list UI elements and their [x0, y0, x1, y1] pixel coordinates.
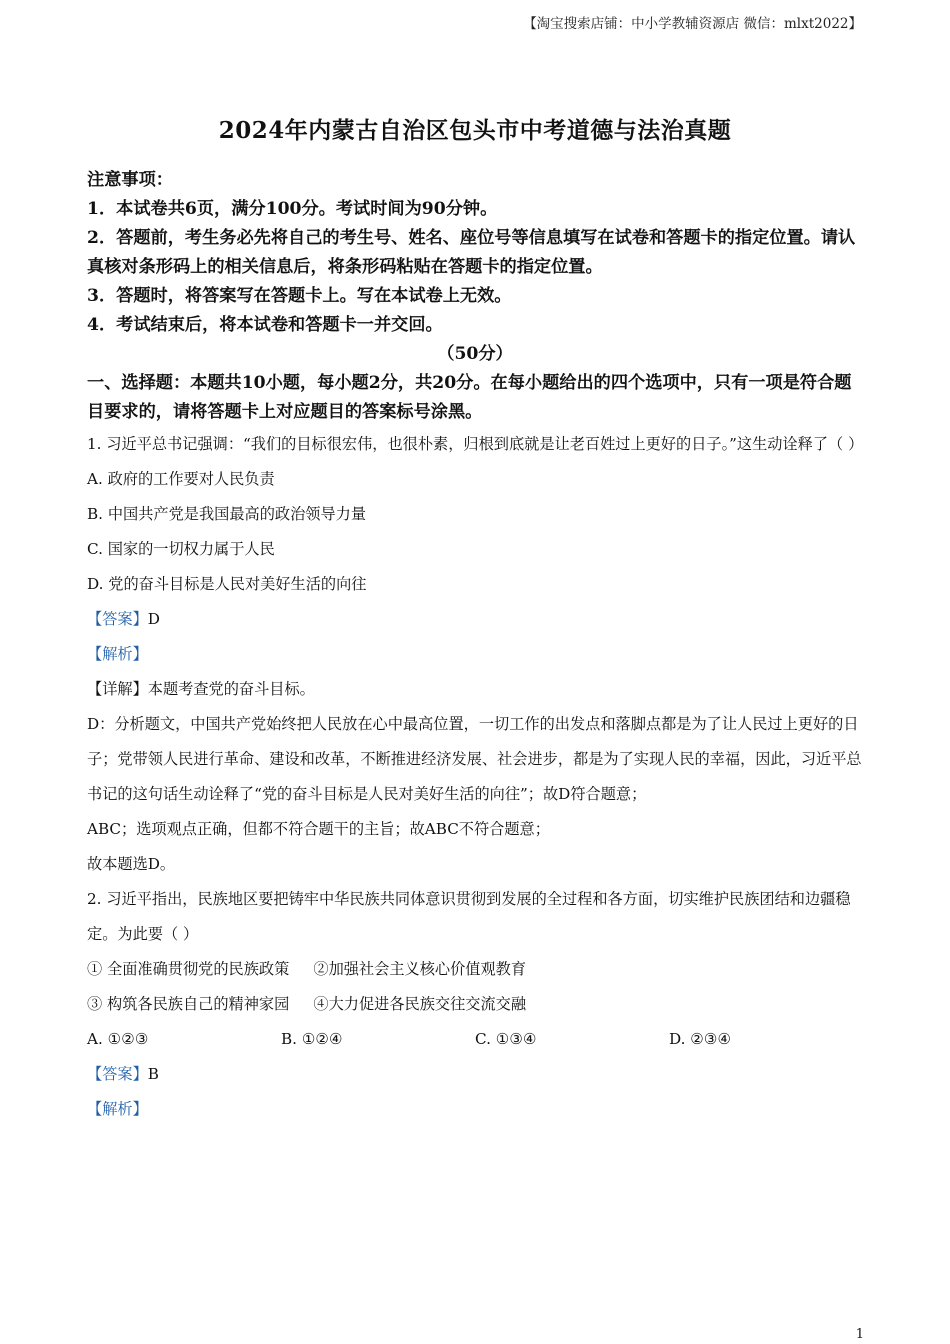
question-stem: 2. 习近平指出，民族地区要把铸牢中华民族共同体意识贯彻到发展的全过程和各方面，切实维护民族团结和边疆稳定。为此要（ ）	[87, 890, 851, 943]
notice-item: 2．答题前，考生务必先将自己的考生号、姓名、座位号等信息填写在试卷和答题卡的指定位置。请认真核对条形码上的相关信息后，将条形码粘贴在答题卡的指定位置。	[87, 228, 856, 277]
statement-item: ②加强社会主义核心价值观教育	[313, 960, 527, 978]
analysis-label: 【解析】	[87, 1100, 148, 1118]
option-c: C. 国家的一切权力属于人民	[87, 540, 275, 558]
answer-label: 【答案】	[87, 610, 148, 628]
option-b: B. ①②④	[281, 1030, 343, 1048]
document-body	[87, 166, 863, 1127]
option-a: A. ①②③	[87, 1030, 149, 1048]
statement-item: ① 全面准确贯彻党的民族政策	[87, 960, 290, 978]
notice-heading: 注意事项：	[87, 170, 173, 190]
detail-text: 本题考查党的奋斗目标。	[147, 680, 315, 698]
explanation-paragraph: ABC；选项观点正确，但都不符合题干的主旨；故ABC不符合题意；	[87, 820, 550, 838]
header-note: 【淘宝搜索店铺：中小学教辅资源店 微信：mlxt2022】	[523, 16, 862, 32]
answer-value: B	[147, 1065, 159, 1083]
detail-label: 【详解】	[87, 680, 148, 698]
explanation-paragraph: D：分析题文，中国共产党始终把人民放在心中最高位置，一切工作的出发点和落脚点都是为了让人民过上更好的日子；党带领人民进行革命、建设和改革，不断推进经济发展、社会进步，都是为了实现人民的幸福，因此，习近平总书记的这句话生动诠释了“党的奋斗目标是人民对美好生活的向往”；故D符合题意；	[87, 715, 862, 803]
detail-line	[87, 672, 863, 707]
statement-row	[87, 952, 863, 987]
option-a: A. 政府的工作要对人民负责	[87, 470, 275, 488]
option-c: C. ①③④	[475, 1030, 537, 1048]
section-heading: 一、选择题：本题共10小题，每小题2分，共20分。在每小题给出的四个选项中，只有一项是符合题目要求的，请将答题卡上对应题目的答案标号涂黑。	[87, 373, 852, 422]
page-number: 1	[855, 1327, 864, 1342]
answer-line	[87, 602, 863, 637]
statement-item: ③ 构筑各民族自己的精神家园	[87, 995, 290, 1013]
notice-item: 3．答题时，将答案写在答题卡上。写在本试卷上无效。	[87, 286, 512, 306]
notice-item: 1．本试卷共6页，满分100分。考试时间为90分钟。	[87, 199, 498, 219]
option-d: D. 党的奋斗目标是人民对美好生活的向往	[87, 575, 367, 593]
page-title: 2024年内蒙古自治区包头市中考道德与法治真题	[218, 117, 732, 144]
option-d: D. ②③④	[669, 1030, 732, 1048]
option-b: B. 中国共产党是我国最高的政治领导力量	[87, 505, 367, 523]
question-stem: 1. 习近平总书记强调：“我们的目标很宏伟，也很朴素，归根到底就是让老百姓过上更好的日子。”这生动诠释了（ ）	[87, 435, 864, 453]
option-row	[87, 1022, 863, 1057]
statement-item: ④大力促进各民族交往交流交融	[313, 995, 527, 1013]
statement-row	[87, 987, 863, 1022]
analysis-label: 【解析】	[87, 645, 148, 663]
notice-item: 4．考试结束后，将本试卷和答题卡一并交回。	[87, 315, 443, 335]
explanation-paragraph: 故本题选D。	[87, 855, 176, 873]
answer-value: D	[147, 610, 160, 628]
answer-line	[87, 1057, 863, 1092]
answer-label: 【答案】	[87, 1065, 148, 1083]
score-note: （50分）	[437, 344, 513, 364]
